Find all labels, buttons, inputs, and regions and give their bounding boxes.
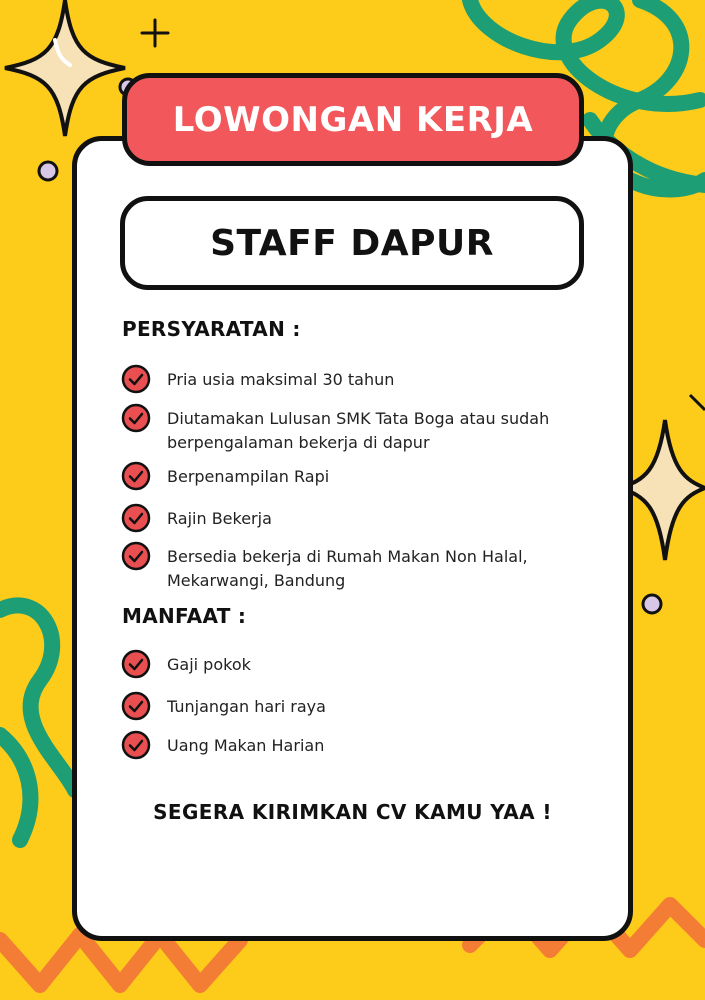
orange-zigzag-left bbox=[0, 935, 240, 985]
benefits-heading: MANFAAT : bbox=[122, 604, 247, 628]
requirement-text bbox=[167, 368, 567, 392]
requirement-item bbox=[121, 407, 567, 455]
requirement-item bbox=[121, 368, 567, 394]
benefit-item bbox=[121, 695, 567, 721]
requirement-text bbox=[167, 465, 567, 489]
requirement-item bbox=[121, 545, 567, 593]
requirement-text bbox=[167, 507, 567, 531]
benefit-item bbox=[121, 734, 567, 760]
header-title: LOWONGAN KERJA bbox=[172, 99, 534, 140]
cross-sparkle-icon bbox=[690, 395, 705, 410]
header-banner bbox=[122, 73, 584, 166]
check-circle-icon bbox=[121, 503, 151, 533]
requirement-item bbox=[121, 465, 567, 491]
requirement-text bbox=[167, 545, 567, 593]
green-squiggle-left bbox=[0, 605, 75, 840]
check-circle-icon bbox=[121, 730, 151, 760]
requirement-text bbox=[167, 407, 567, 455]
benefit-line: Gaji pokok bbox=[167, 655, 251, 674]
benefit-line: Tunjangan hari raya bbox=[167, 697, 326, 716]
requirement-line: berpengalaman bekerja di dapur bbox=[167, 433, 430, 452]
check-circle-icon bbox=[121, 364, 151, 394]
cross-sparkle-icon bbox=[142, 20, 168, 46]
check-circle-icon bbox=[121, 403, 151, 433]
dot-icon bbox=[39, 162, 57, 180]
call-to-action: SEGERA KIRIMKAN CV KAMU YAA ! bbox=[153, 800, 552, 824]
requirement-line: Berpenampilan Rapi bbox=[167, 467, 330, 486]
requirement-line: Mekarwangi, Bandung bbox=[167, 571, 346, 590]
check-circle-icon bbox=[121, 691, 151, 721]
dot-icon bbox=[643, 595, 661, 613]
check-circle-icon bbox=[121, 649, 151, 679]
requirement-line: Diutamakan Lulusan SMK Tata Boga atau sudah bbox=[167, 409, 550, 428]
benefit-text bbox=[167, 734, 567, 758]
requirement-line: Pria usia maksimal 30 tahun bbox=[167, 370, 395, 389]
sparkle-icon bbox=[5, 0, 125, 136]
requirement-line: Bersedia bekerja di Rumah Makan Non Halal, bbox=[167, 547, 528, 566]
benefit-text bbox=[167, 653, 567, 677]
requirement-line: Rajin Bekerja bbox=[167, 509, 272, 528]
requirements-heading: PERSYARATAN : bbox=[122, 317, 301, 341]
benefit-text bbox=[167, 695, 567, 719]
requirement-item bbox=[121, 507, 567, 533]
check-circle-icon bbox=[121, 541, 151, 571]
position-box bbox=[120, 196, 584, 290]
position-title: STAFF DAPUR bbox=[210, 222, 494, 264]
check-circle-icon bbox=[121, 461, 151, 491]
benefit-item bbox=[121, 653, 567, 679]
benefit-line: Uang Makan Harian bbox=[167, 736, 325, 755]
